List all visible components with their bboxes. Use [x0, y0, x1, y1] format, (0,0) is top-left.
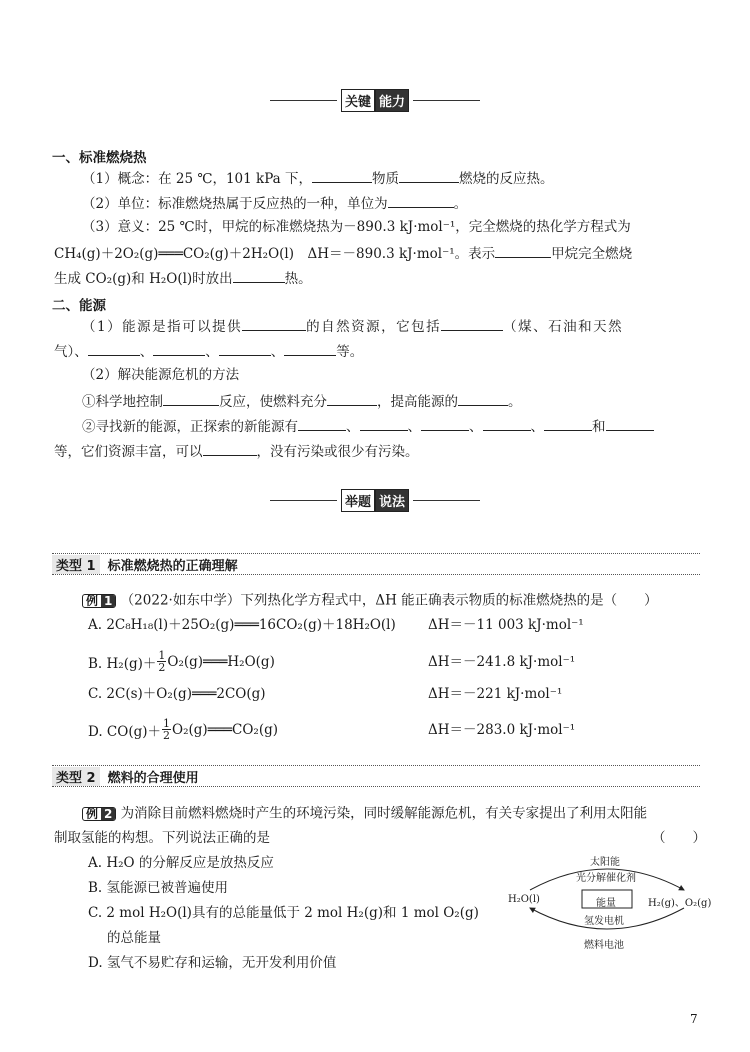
- heading-standard-combustion-heat: 一、标准燃烧热: [52, 150, 147, 166]
- p1-line1: （1）概念：在 25 ℃，101 kPa 下， 物质 燃烧的反应热。: [82, 171, 554, 187]
- type1-bar: [52, 553, 700, 575]
- example1-option-c: C. 2C(s)＋O₂(g)═══2CO(g): [88, 686, 266, 702]
- heading-energy: 二、能源: [52, 298, 106, 314]
- type1-label: 类型 1: [52, 555, 100, 574]
- type1-title: 标准燃烧热的正确理解: [107, 558, 238, 574]
- fraction-half: $\frac{1}{2}$: [163, 717, 170, 742]
- example1-option-a-dh: ΔH＝－11 003 kJ·mol⁻¹: [428, 617, 584, 633]
- example1-tag: 例 1: [82, 594, 116, 608]
- p2-line1: （1）能源是指可以提供 的自然资源，它包括 （煤、石油和天然: [82, 319, 624, 335]
- example1-option-b-dh: ΔH＝－241.8 kJ·mol⁻¹: [428, 654, 576, 670]
- type2-title: 燃料的合理使用: [107, 770, 199, 786]
- p1-line4: CH₄(g)＋2O₂(g)═══CO₂(g)＋2H₂O(l) ΔH＝－890.3 kJ·mol⁻¹。表示 甲烷完全燃烧: [54, 246, 633, 262]
- section-tag-left: 关键: [341, 89, 375, 112]
- p2-line4: ①科学地控制 反应，使燃料充分 ，提高能源的 。: [82, 394, 522, 410]
- example1-stem: [82, 594, 658, 608]
- example2-stem1: [82, 807, 647, 821]
- example2-option-c-cont: 的总能量: [107, 930, 161, 946]
- example2-option-a: A. H₂O 的分解反应是放热反应: [88, 855, 274, 871]
- p2-line2: 气）、 、 、 、 等。: [54, 344, 364, 360]
- diagram-label-water: H₂O(l): [508, 894, 540, 905]
- example2-stem-text1: 为消除目前燃料燃烧时产生的环境污染，同时缓解能源危机，有关专家提出了利用太阳能: [120, 805, 648, 822]
- diagram-label-catalyst: 光分解催化剂: [576, 873, 636, 884]
- example2-option-c: C. 2 mol H₂O(l)具有的总能量低于 2 mol H₂(g)和 1 mol O₂(g): [88, 905, 479, 921]
- example2-tag: 例 2: [82, 807, 116, 821]
- fraction-half: $\frac{1}{2}$: [158, 649, 166, 674]
- section-header-examples: [270, 490, 480, 510]
- p2-line6: 等，它们资源丰富，可以 ，没有污染或很少有污染。: [54, 444, 419, 460]
- example1-option-d-dh: ΔH＝－283.0 kJ·mol⁻¹: [428, 722, 576, 738]
- example2-option-b: B. 氢能源已被普遍使用: [88, 880, 229, 896]
- p2-line5: ②寻找新的能源，正探索的新能源有 、 、 、 、 和: [82, 419, 654, 435]
- section-tag-left: 举题: [341, 489, 375, 512]
- example1-option-a: A. 2C₈H₁₈(l)＋25O₂(g)═══16CO₂(g)＋18H₂O(l): [88, 617, 396, 633]
- diagram-label-fuel-cell: 燃料电池: [584, 940, 624, 951]
- section-tag-right: 说法: [375, 489, 409, 512]
- p1-line3: （3）意义：25 ℃时，甲烷的标准燃烧热为－890.3 kJ·mol⁻¹，完全燃烧的热化学方程式为: [82, 219, 631, 235]
- page-number: 7: [690, 1012, 698, 1026]
- example2-stem2: 制取氢能的构想。下列说法正确的是: [54, 830, 270, 846]
- example1-stem-text: （2022·如东中学）下列热化学方程式中，ΔH 能正确表示物质的标准燃烧热的是（ ）: [120, 592, 658, 609]
- type2-bar: [52, 765, 700, 787]
- example1-option-d: D. CO(g)＋ $\frac{1}{2}$ O₂(g)═══CO₂(g): [88, 717, 279, 742]
- example1-option-b: B. H₂(g)＋ $\frac{1}{2}$ O₂(g)═══H₂O(g): [88, 649, 275, 674]
- p1-line2: （2）单位：标准燃烧热属于反应热的一种，单位为 。: [82, 196, 468, 212]
- example2-answer-paren: （ ）: [652, 830, 706, 846]
- example1-option-c-dh: ΔH＝－221 kJ·mol⁻¹: [428, 686, 563, 702]
- p1-line5: 生成 CO₂(g)和 H₂O(l)时放出 热。: [54, 271, 312, 287]
- example2-option-d: D. 氢气不易贮存和运输，无开发利用价值: [88, 955, 337, 971]
- diagram-label-gases: H₂(g)、O₂(g): [648, 898, 712, 909]
- diagram-label-energy: 能量: [596, 898, 616, 909]
- hydrogen-cycle-diagram: [508, 852, 712, 952]
- diagram-label-solar: 太阳能: [590, 857, 620, 868]
- p2-line3: （2）解决能源危机的方法: [82, 367, 240, 383]
- section-tag-right: 能力: [375, 89, 409, 112]
- type2-label: 类型 2: [52, 767, 100, 786]
- section-header-key-ability: [270, 90, 480, 110]
- diagram-label-generator: 氢发电机: [584, 916, 624, 927]
